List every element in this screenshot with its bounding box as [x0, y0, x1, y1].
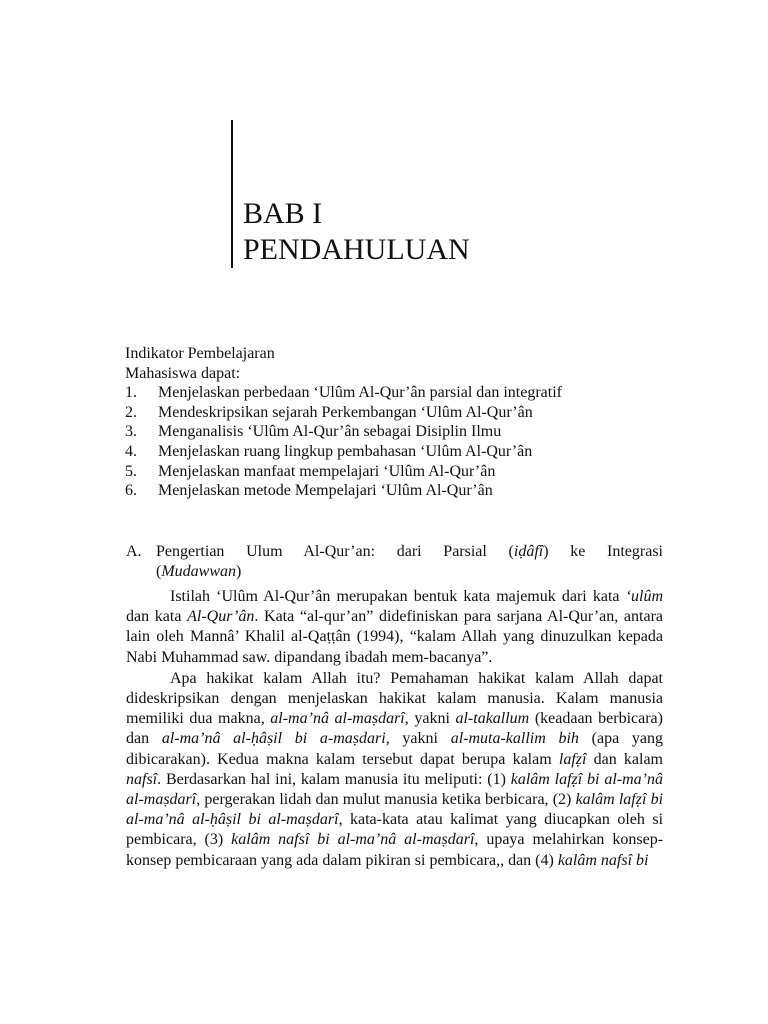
text-run: , upaya melahirkan konsep-konsep pembicaraan yang ada dalam pikiran si pembicara,, dan (4): [126, 831, 664, 869]
section-letter: A.: [126, 543, 142, 560]
indicator-item: [125, 481, 685, 501]
italic-term: al-muta-kallim bih: [450, 730, 579, 748]
indicator-number: 2.: [125, 403, 137, 421]
indicators-intro: Mahasiswa dapat:: [125, 364, 241, 382]
italic-term: kalâm nafsî bi: [557, 851, 649, 869]
section-a-heading: [126, 542, 663, 582]
indicator-text: Mendeskripsikan sejarah Perkembangan ‘Ulûm Al-Qur’ân: [158, 403, 533, 421]
indicator-item: [125, 422, 685, 442]
section-a-heading-line2: [126, 562, 663, 582]
chapter-heading: [243, 196, 470, 268]
chapter-divider-line: [231, 120, 233, 268]
italic-term: lafẓî: [558, 750, 587, 768]
paragraph-1: [126, 587, 663, 668]
indicator-number: 3.: [125, 423, 137, 441]
text-run: , pergerakan lidah dan mulut manusia ketika berbicara, (2): [196, 791, 576, 809]
indicator-number: 1.: [125, 384, 137, 402]
text-run: dan kata: [126, 608, 188, 626]
chapter-title: PENDAHULUAN: [243, 233, 470, 266]
italic-term: Al-Qur’ân: [187, 608, 255, 626]
italic-term: kalâm lafẓî bi al-ma’nâ al-maṣdarî: [126, 770, 663, 809]
heading-text: Pengertian Ulum Al-Qur’an: dari Parsial (: [156, 543, 514, 560]
italic-term: al-ma’nâ al-maṣdarî: [270, 710, 405, 728]
text-run: Apa hakikat kalam Allah itu? Pemahaman hakikat kalam Allah dapat dideskripsikan dengan menjelaskan hakikat kalam manusia. Kalam manusia memiliki dua makna,: [126, 669, 663, 728]
indicator-item: [125, 383, 685, 403]
section-a-heading-text: [156, 542, 663, 562]
italic-term: al-takallum: [455, 710, 530, 728]
heading-text: (: [156, 563, 162, 580]
text-run: , kata-kata atau kalimat yang diucapkan oleh si pembicara, (3): [126, 811, 664, 849]
indicator-text: Menganalisis ‘Ulûm Al-Qur’ân sebagai Disiplin Ilmu: [158, 423, 502, 441]
text-run: . Kata “al-qur’an” didefiniskan para sarjana Al-Qur’an, antara lain oleh Mannâ’ Khalil al-Qaṭṭân (1994), “kalam Allah yang dinuzulkan kepada Nabi Muhammad saw. dipandang ibadah mem-bacanya”.: [126, 608, 664, 666]
heading-italic-term: iḍâfî: [513, 543, 544, 560]
indicator-text: Menjelaskan metode Mempelajari ‘Ulûm Al-Qur’ân: [158, 482, 493, 500]
indicator-item: [125, 442, 685, 462]
text-run: , yakni: [404, 710, 456, 728]
chapter-number: BAB I: [243, 197, 323, 230]
indicator-number: 5.: [125, 462, 137, 480]
heading-text: ) ke Integrasi: [543, 543, 664, 560]
indicator-text: Menjelaskan ruang lingkup pembahasan ‘Ulûm Al-Qur’ân: [158, 442, 533, 460]
heading-italic-term: Mudawwan: [161, 563, 236, 580]
text-run: Istilah ‘Ulûm Al-Qur’ân merupakan bentuk kata majemuk dari kata: [170, 588, 626, 605]
paragraph-2: [126, 669, 663, 871]
heading-text: ): [236, 563, 242, 580]
italic-term: kalâm nafsî bi al-ma’nâ al-maṣdarî: [231, 831, 475, 849]
text-run: dan kalam: [586, 750, 664, 768]
italic-term: al-ma’nâ al-ḥâṣil bi a-maṣdari: [161, 730, 386, 748]
indicator-text: Menjelaskan perbedaan ‘Ulûm Al-Qur’ân parsial dan integratif: [158, 384, 562, 402]
text-run: (keadaan berbicara) dan: [126, 710, 663, 748]
indicator-item: [125, 403, 685, 423]
italic-term: kalâm lafẓî bi al-ma’nâ al-ḥâṣil bi al-maṣdarî: [126, 791, 664, 829]
indicator-number: 4.: [125, 442, 137, 460]
text-run: , yakni: [385, 730, 451, 748]
learning-indicators: [125, 344, 685, 501]
text-run: . Berdasarkan hal ini, kalam manusia itu meliputi: (1): [157, 770, 511, 788]
indicator-item: [125, 462, 685, 482]
indicators-heading: Indikator Pembelajaran: [125, 345, 275, 362]
text-run: (apa yang dibicarakan). Kedua makna kalam tersebut dapat berupa kalam: [126, 730, 663, 768]
body-text: [126, 587, 663, 871]
italic-term: ‘ulûm: [625, 588, 663, 605]
indicator-text: Menjelaskan manfaat mempelajari ‘Ulûm Al-Qur’ân: [158, 462, 496, 480]
indicator-number: 6.: [125, 482, 137, 500]
italic-term: nafsî: [126, 770, 158, 788]
section-a-heading-line1: [126, 542, 663, 562]
